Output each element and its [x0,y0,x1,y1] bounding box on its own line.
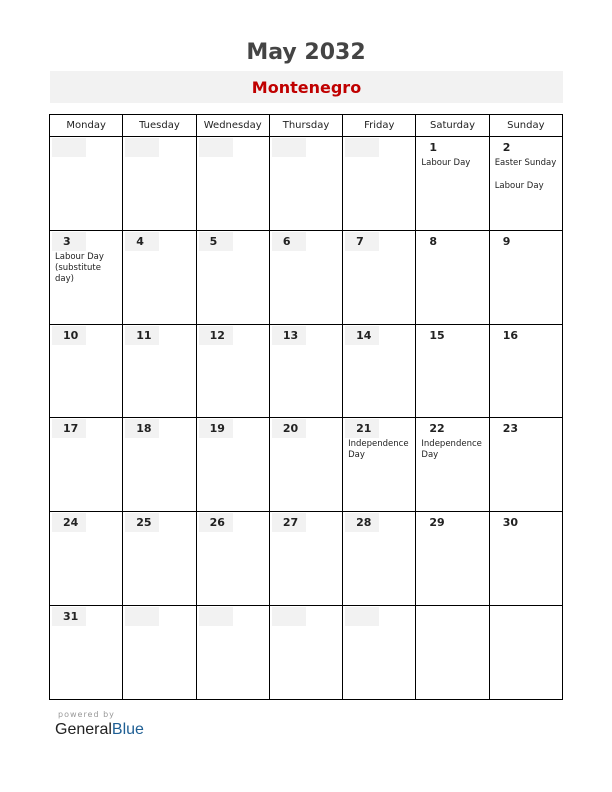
weekday-wednesday: Wednesday [196,115,269,137]
calendar-day-cell [196,230,269,324]
calendar-day-cell [269,324,342,418]
calendar-day-cell [416,418,489,512]
day-number [199,138,233,157]
day-number: 21 [345,419,379,438]
day-number: 31 [52,607,86,626]
calendar-day-cell [196,324,269,418]
calendar-day-cell [196,137,269,231]
day-number [125,607,159,626]
calendar-day-cell [50,418,123,512]
day-number: 14 [345,326,379,345]
calendar-week-row [50,324,563,418]
day-number: 10 [52,326,86,345]
calendar-day-cell [269,512,342,606]
calendar-week-row [50,605,563,699]
calendar-day-cell [196,512,269,606]
day-number: 9 [492,232,526,251]
weekday-tuesday: Tuesday [123,115,196,137]
day-number [52,138,86,157]
day-number: 28 [345,513,379,532]
calendar-day-cell [123,418,196,512]
day-number [492,607,526,626]
calendar-day-cell [50,137,123,231]
weekday-saturday: Saturday [416,115,489,137]
country-banner [50,71,563,103]
calendar-week-row [50,230,563,324]
day-number [345,607,379,626]
calendar-day-cell [123,137,196,231]
calendar-day-cell [343,137,416,231]
calendar-day-cell [489,230,562,324]
holiday-label: Labour Day [494,181,544,191]
page-title: May 2032 [246,40,366,65]
day-number [272,138,306,157]
day-number [125,138,159,157]
calendar-day-cell [123,512,196,606]
day-number: 20 [272,419,306,438]
day-number: 1 [418,138,452,157]
calendar-day-cell [416,324,489,418]
month-calendar [49,114,563,700]
calendar-day-cell [416,512,489,606]
day-number: 23 [492,419,526,438]
day-number: 8 [418,232,452,251]
day-number: 11 [125,326,159,345]
calendar-day-cell [489,512,562,606]
weekday-monday: Monday [50,115,123,137]
day-number: 29 [418,513,452,532]
calendar-body [50,137,563,700]
powered-by-text: powered by [58,710,115,719]
holiday-label: Easter Sunday [494,158,557,168]
calendar-day-cell [50,324,123,418]
weekday-thursday: Thursday [269,115,342,137]
calendar-day-cell [123,605,196,699]
day-number: 5 [199,232,233,251]
calendar-day-cell [50,230,123,324]
weekday-header-row [50,115,563,137]
weekday-friday: Friday [343,115,416,137]
calendar-day-cell [489,605,562,699]
calendar-day-cell [416,605,489,699]
calendar-day-cell [196,605,269,699]
day-number [272,607,306,626]
day-number: 24 [52,513,86,532]
calendar-day-cell [269,230,342,324]
calendar-day-cell [50,512,123,606]
brand-logo[interactable] [55,721,144,739]
calendar-day-cell [343,324,416,418]
calendar-day-cell [416,137,489,231]
day-number: 19 [199,419,233,438]
day-number: 26 [199,513,233,532]
weekday-sunday: Sunday [489,115,562,137]
holiday-label: Labour Day (substitute day) [55,251,104,284]
day-number: 2 [492,138,526,157]
day-number: 25 [125,513,159,532]
day-number: 17 [52,419,86,438]
calendar-day-cell [343,512,416,606]
day-number [418,607,452,626]
calendar-day-cell [123,324,196,418]
day-number [345,138,379,157]
calendar-day-cell [343,230,416,324]
day-number: 7 [345,232,379,251]
country-name: Montenegro [251,78,362,97]
holiday-label: Independence Day [421,439,482,461]
holiday-label: Labour Day [421,158,471,168]
calendar-week-row [50,512,563,606]
holiday-label: Independence Day [348,439,409,461]
day-number: 27 [272,513,306,532]
calendar-day-cell [416,230,489,324]
calendar-day-cell [123,230,196,324]
calendar-day-cell [489,324,562,418]
calendar-week-row [50,137,563,231]
calendar-day-cell [343,418,416,512]
day-number: 22 [418,419,452,438]
calendar-day-cell [50,605,123,699]
day-number [199,607,233,626]
calendar-day-cell [269,418,342,512]
calendar-week-row [50,418,563,512]
brand-blue: Blue [111,721,144,738]
day-number: 4 [125,232,159,251]
calendar-day-cell [269,605,342,699]
calendar-day-cell [489,418,562,512]
day-number: 13 [272,326,306,345]
calendar-day-cell [196,418,269,512]
brand-general: General [55,721,112,738]
day-number: 12 [199,326,233,345]
day-number: 18 [125,419,159,438]
day-number: 15 [418,326,452,345]
day-number: 30 [492,513,526,532]
day-number: 16 [492,326,526,345]
day-number: 6 [272,232,306,251]
day-number: 3 [52,232,86,251]
calendar-day-cell [489,137,562,231]
calendar-day-cell [343,605,416,699]
calendar-day-cell [269,137,342,231]
